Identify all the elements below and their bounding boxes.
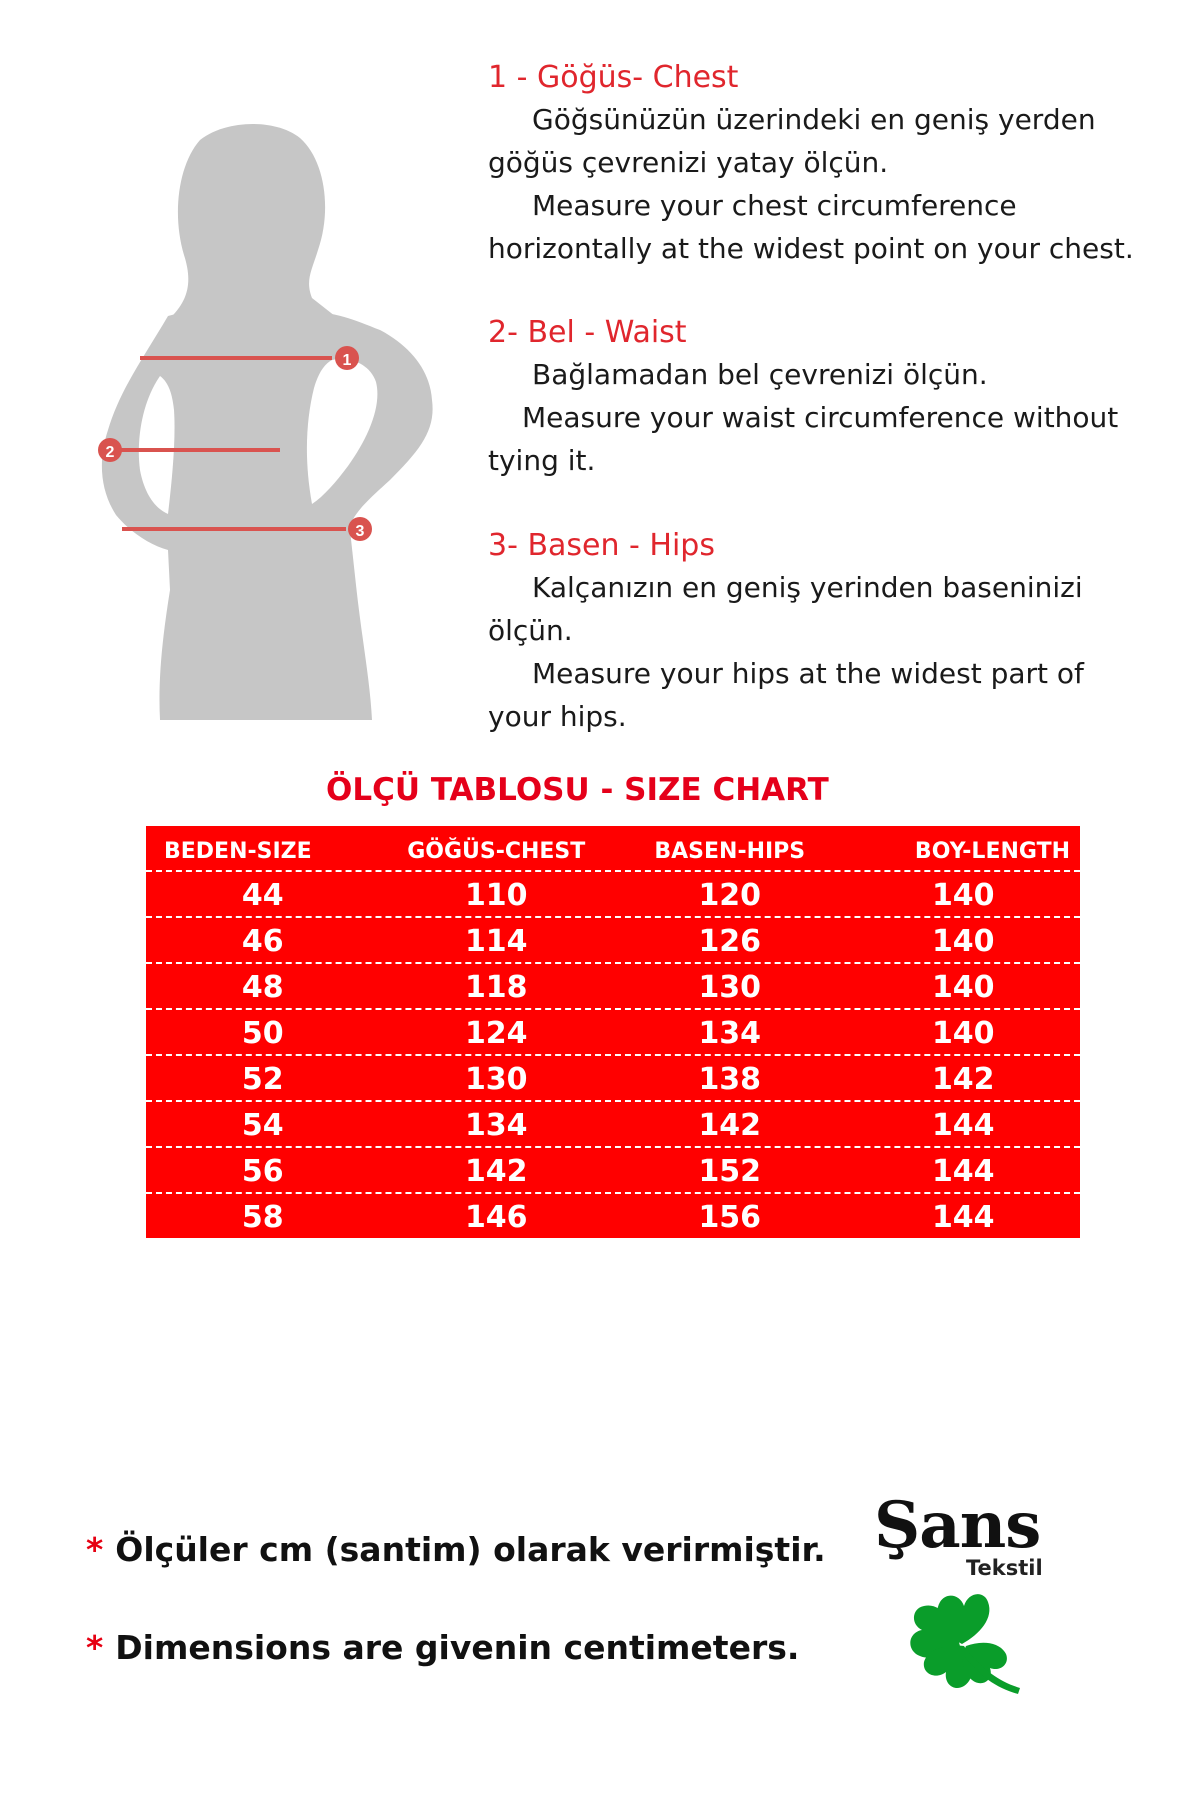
- marker-waist-label: 2: [105, 444, 115, 461]
- brand-logo: [866, 1488, 1066, 1708]
- cell-size: 46: [241, 924, 284, 959]
- table-row: [146, 1194, 1080, 1240]
- cell-chest: 130: [464, 1062, 528, 1097]
- section-hips-text: ölçün.: [488, 614, 573, 647]
- cell-chest: 134: [464, 1108, 528, 1143]
- table-row: [146, 1010, 1080, 1056]
- table-row: [146, 1056, 1080, 1102]
- note-text: Dimensions are givenin centimeters.: [115, 1628, 800, 1667]
- section-waist-text: tying it.: [488, 444, 596, 477]
- section-hips-text: Measure your hips at the widest part of: [532, 657, 1084, 690]
- logo-wordmark: Şans: [874, 1488, 1041, 1563]
- size-chart-title: ÖLÇÜ TABLOSU - SIZE CHART: [326, 772, 829, 808]
- marker-hips: [348, 517, 372, 541]
- cell-length: 140: [931, 970, 995, 1005]
- section-chest-text: horizontally at the widest point on your chest.: [488, 232, 1134, 265]
- cell-length: 140: [931, 924, 995, 959]
- cell-length: 142: [931, 1062, 995, 1097]
- cell-size: 52: [241, 1062, 284, 1097]
- cell-chest: 118: [464, 970, 528, 1005]
- marker-chest: [335, 346, 359, 370]
- header-hips: BASEN-HIPS: [654, 839, 806, 864]
- header-chest: GÖĞÜS-CHEST: [407, 839, 586, 864]
- section-chest: [488, 58, 1168, 270]
- section-hips-title: 3- Basen - Hips: [488, 528, 715, 563]
- note-units-turkish: [86, 1530, 866, 1569]
- marker-hips-label: 3: [355, 523, 365, 540]
- header-size: BEDEN-SIZE: [164, 839, 312, 864]
- header-length: BOY-LENGTH: [914, 839, 1070, 864]
- table-row: [146, 872, 1080, 918]
- section-chest-text: Göğsünüzün üzerindeki en geniş yerden: [532, 103, 1096, 136]
- cell-size: 56: [241, 1154, 284, 1189]
- section-chest-text: Measure your chest circumference: [532, 189, 1017, 222]
- logo-subtitle: Tekstil: [966, 1556, 1043, 1580]
- cell-hips: 138: [698, 1062, 762, 1097]
- marker-waist: [98, 438, 122, 462]
- body-measurement-figure: [50, 120, 470, 720]
- table-header-row: [146, 826, 1080, 870]
- cell-hips: 134: [698, 1016, 762, 1051]
- section-hips-text: Kalçanızın en geniş yerinden baseninizi: [532, 571, 1083, 604]
- cell-length: 144: [931, 1200, 995, 1235]
- table-row: [146, 1148, 1080, 1194]
- cell-hips: 152: [698, 1154, 762, 1189]
- cell-hips: 142: [698, 1108, 762, 1143]
- cell-hips: 130: [698, 970, 762, 1005]
- cell-chest: 142: [464, 1154, 528, 1189]
- row-separator: [146, 1238, 1080, 1240]
- size-chart-table: [146, 826, 1080, 1238]
- section-waist: [488, 313, 1168, 482]
- cell-length: 144: [931, 1108, 995, 1143]
- cell-size: 48: [241, 970, 284, 1005]
- cell-hips: 126: [698, 924, 762, 959]
- cell-chest: 146: [464, 1200, 528, 1235]
- cell-length: 140: [931, 878, 995, 913]
- section-waist-title: 2- Bel - Waist: [488, 315, 687, 350]
- clover-icon: [902, 1586, 1032, 1706]
- section-waist-text: Measure your waist circumference without: [522, 401, 1119, 434]
- cell-hips: 120: [698, 878, 762, 913]
- table-row: [146, 964, 1080, 1010]
- cell-size: 44: [241, 878, 284, 913]
- note-units-english: [86, 1628, 866, 1667]
- cell-length: 144: [931, 1154, 995, 1189]
- cell-chest: 110: [464, 878, 528, 913]
- cell-size: 54: [241, 1108, 284, 1143]
- section-hips: [488, 526, 1168, 738]
- note-star: *: [86, 1628, 104, 1667]
- marker-chest-label: 1: [342, 352, 352, 369]
- cell-size: 50: [241, 1016, 284, 1051]
- section-chest-title: 1 - Göğüs- Chest: [488, 60, 739, 95]
- silhouette-head: [168, 124, 340, 330]
- note-text: Ölçüler cm (santim) olarak verirmiştir.: [115, 1530, 826, 1569]
- cell-size: 58: [241, 1200, 284, 1235]
- cell-chest: 124: [464, 1016, 528, 1051]
- cell-hips: 156: [698, 1200, 762, 1235]
- cell-length: 140: [931, 1016, 995, 1051]
- section-hips-text: your hips.: [488, 700, 627, 733]
- table-row: [146, 918, 1080, 964]
- silhouette-illustration: [50, 120, 470, 720]
- cell-chest: 114: [464, 924, 528, 959]
- section-waist-text: Bağlamadan bel çevrenizi ölçün.: [532, 358, 988, 391]
- table-row: [146, 1102, 1080, 1148]
- section-chest-text: göğüs çevrenizi yatay ölçün.: [488, 146, 889, 179]
- silhouette-body: [102, 310, 433, 720]
- note-star: *: [86, 1530, 104, 1569]
